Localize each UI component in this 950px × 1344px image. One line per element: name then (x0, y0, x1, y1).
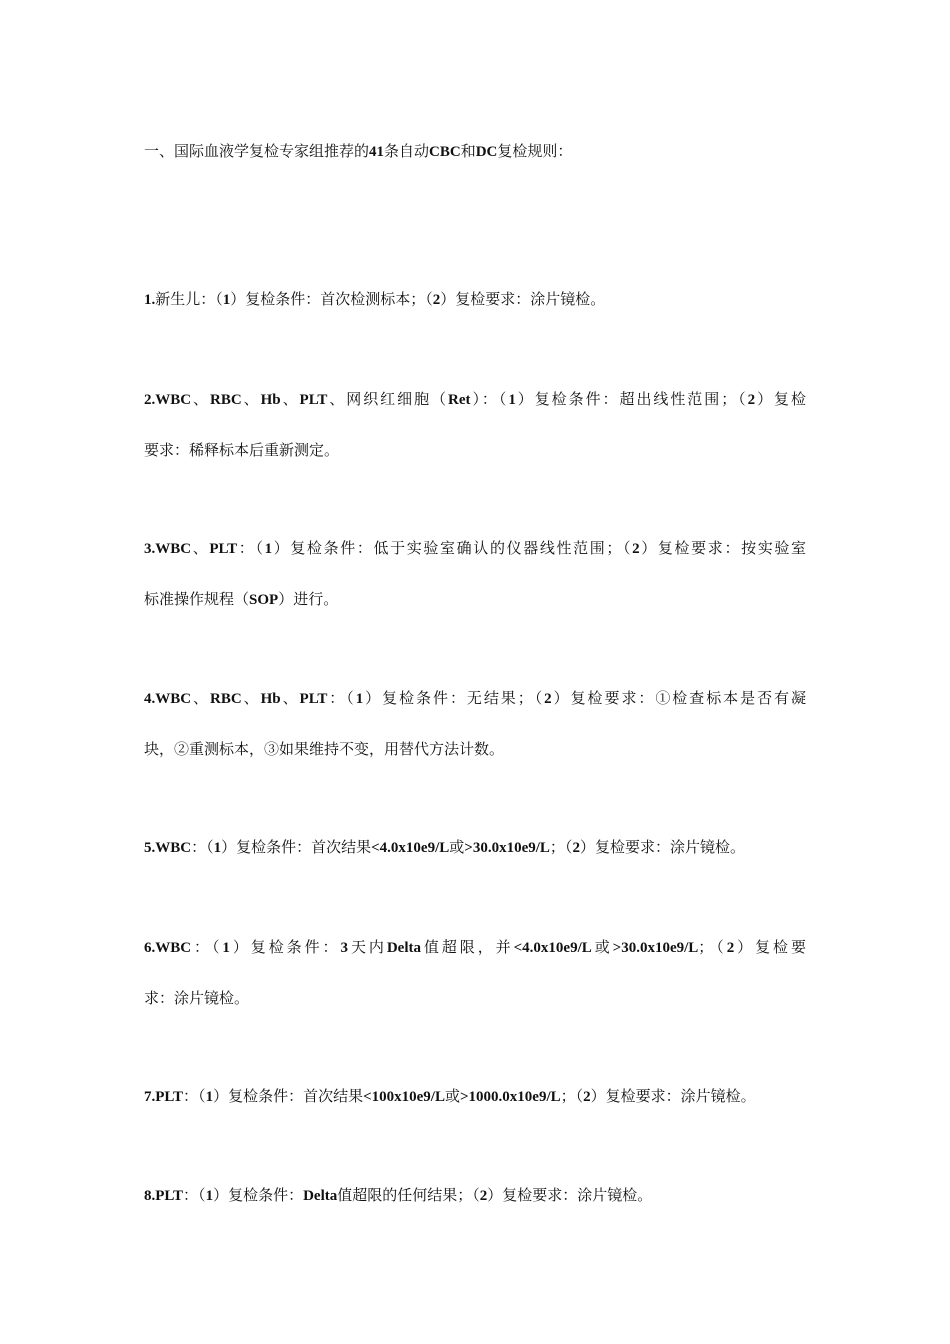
rule-text-segment: 4.WBC (144, 691, 192, 707)
rule-text-segment: ）复检条件：无结果；（ (363, 689, 545, 707)
rule-text-segment: 标准操作规程（ (144, 590, 250, 608)
rule-text-segment: 1 (222, 940, 230, 956)
rule-text-segment: ）复检条件：首次结果 (221, 838, 372, 856)
rule-text-segment: 2 (726, 940, 735, 956)
rule-text-segment: ：（ (191, 938, 223, 956)
rule-7-line-1 (144, 1086, 756, 1107)
rule-text-segment: PLT (299, 392, 328, 408)
rule-8-line-1 (144, 1185, 652, 1206)
rule-text-segment: ）：（ (470, 390, 509, 408)
rule-text-segment: 2 (747, 392, 756, 408)
rule-2-line-1 (144, 389, 806, 410)
rule-text-segment: ）复检要求：按实验室 (639, 539, 806, 557)
rule-text-segment: 1 (213, 840, 222, 856)
rule-text-segment: 天内 (348, 938, 387, 956)
rule-text-segment: ：（ (327, 689, 356, 707)
rule-text-segment: >30.0x10e9/L (464, 840, 550, 856)
rule-text-segment: ）复检要求：涂片镜检。 (590, 1087, 756, 1105)
rule-text-segment: 值超限，并 (420, 938, 514, 956)
heading-post: 复检规则： (497, 142, 573, 160)
rule-text-segment: Delta (303, 1188, 338, 1204)
rule-text-segment: ：（ (183, 1087, 206, 1105)
rule-text-segment: 2.WBC (144, 392, 192, 408)
rule-text-segment: PLT (299, 691, 328, 707)
rule-text-segment: ：（ (237, 539, 265, 557)
rule-text-segment: ：（ (191, 838, 214, 856)
rule-text-segment: SOP (249, 592, 279, 608)
rule-text-segment: ）复检条件：超出线性范围；（ (515, 390, 748, 408)
rule-text-segment: 、 (241, 689, 261, 707)
rule-text-segment: ）复检要求：涂片镜检。 (579, 838, 745, 856)
rule-text-segment: ：（ (183, 1186, 206, 1204)
rule-text-segment: ）复检要 (734, 938, 806, 956)
rule-text-segment: <100x10e9/L (363, 1089, 445, 1105)
rule-2-line-2 (144, 440, 339, 460)
rule-text-segment: 、 (191, 390, 211, 408)
rule-text-segment: >1000.0x10e9/L (459, 1089, 561, 1105)
heading-dc: DC (475, 144, 498, 160)
rule-text-segment: <4.0x10e9/L (371, 840, 450, 856)
rule-text-segment: 3 (340, 940, 348, 956)
rule-text-segment: RBC (210, 691, 242, 707)
rule-text-segment: Hb (260, 392, 281, 408)
section-heading (144, 141, 572, 162)
rule-6-line-1 (144, 937, 806, 958)
rule-text-segment: 1 (355, 691, 364, 707)
rule-6-line-2 (144, 988, 249, 1008)
rule-text-segment: 或 (591, 938, 613, 956)
rule-text-segment: 1 (205, 1188, 214, 1204)
rule-text-segment: Delta (386, 940, 421, 956)
rule-text-segment: 、 (191, 689, 211, 707)
rule-text-segment: 2 (479, 1188, 488, 1204)
rule-text-segment: 、 (280, 390, 300, 408)
rule-text-segment: >30.0x10e9/L (612, 940, 699, 956)
rule-text-segment: Ret (447, 392, 471, 408)
rule-text-segment: 求：涂片镜检。 (144, 989, 250, 1007)
rule-4-line-2 (144, 739, 504, 759)
rule-text-segment: ；（ (549, 838, 573, 856)
rule-text-segment: 2 (583, 1089, 591, 1105)
rule-text-segment: （ (215, 290, 223, 308)
rule-text-segment: 3.WBC (144, 541, 192, 557)
rule-text-segment: 8.PLT (144, 1188, 184, 1204)
rule-text-segment: PLT (209, 541, 238, 557)
rule-text-segment: 、 (280, 689, 300, 707)
rule-text-segment: ）复检条件： (229, 938, 341, 956)
rule-text-segment: 新生儿： (155, 290, 216, 308)
rule-3-line-2 (144, 589, 338, 610)
rule-text-segment: 值超限的任何结果；（ (337, 1186, 480, 1204)
rule-text-segment: 块，②重测标本，③如果维持不变，用替代方法计数。 (144, 740, 505, 758)
rule-text-segment: 7.PLT (144, 1089, 184, 1105)
rule-1-line-1 (144, 289, 605, 310)
rule-text-segment: Hb (260, 691, 281, 707)
rule-text-segment: 、网织红细胞（ (327, 390, 448, 408)
heading-pre: 一、国际血液学复检专家组推荐的 (144, 142, 370, 160)
rule-text-segment: 1 (264, 541, 273, 557)
rule-text-segment: 6.WBC (144, 940, 192, 956)
heading-mid2: 和 (460, 142, 476, 160)
rule-text-segment: ）复检要求：涂片镜检。 (440, 290, 606, 308)
rule-text-segment: 2 (632, 541, 640, 557)
rule-text-segment: 要求：稀释标本后重新测定。 (144, 441, 340, 459)
rule-text-segment: RBC (210, 392, 242, 408)
rule-text-segment: ）复检要求：①检查标本是否有凝 (551, 689, 806, 707)
rule-text-segment: ；（ (698, 938, 727, 956)
rule-4-line-1 (144, 688, 806, 709)
rule-5-line-1 (144, 837, 745, 858)
rule-text-segment: 、 (241, 390, 261, 408)
rule-text-segment: 或 (444, 1087, 460, 1105)
rule-text-segment: 或 (449, 838, 465, 856)
rule-text-segment: 1 (508, 392, 516, 408)
rule-text-segment: 2 (572, 840, 580, 856)
rule-text-segment: ）复检要求：涂片镜检。 (487, 1186, 653, 1204)
rule-text-segment: ；（ (560, 1087, 584, 1105)
heading-count: 41 (369, 144, 385, 160)
rule-text-segment: ）复检条件：首次检测标本；（ (230, 290, 433, 308)
rule-text-segment: ）复检 (755, 390, 806, 408)
heading-mid1: 条自动 (384, 142, 430, 160)
rule-text-segment: ）复检条件：低于实验室确认的仪器线性范围；（ (272, 539, 633, 557)
rule-text-segment: 2 (432, 292, 441, 308)
rule-text-segment: 1 (205, 1089, 214, 1105)
rule-text-segment: <4.0x10e9/L (513, 940, 592, 956)
rule-text-segment: 2 (544, 691, 552, 707)
heading-cbc: CBC (429, 144, 461, 160)
rule-3-line-1 (144, 538, 806, 559)
rule-text-segment: 5.WBC (144, 840, 192, 856)
rule-text-segment: 、 (191, 539, 210, 557)
rule-text-segment: ）复检条件： (213, 1186, 304, 1204)
rule-text-segment: 1 (222, 292, 231, 308)
rule-text-segment: 1. (144, 292, 156, 308)
rule-text-segment: ）进行。 (278, 590, 339, 608)
rule-text-segment: ）复检条件：首次结果 (213, 1087, 364, 1105)
